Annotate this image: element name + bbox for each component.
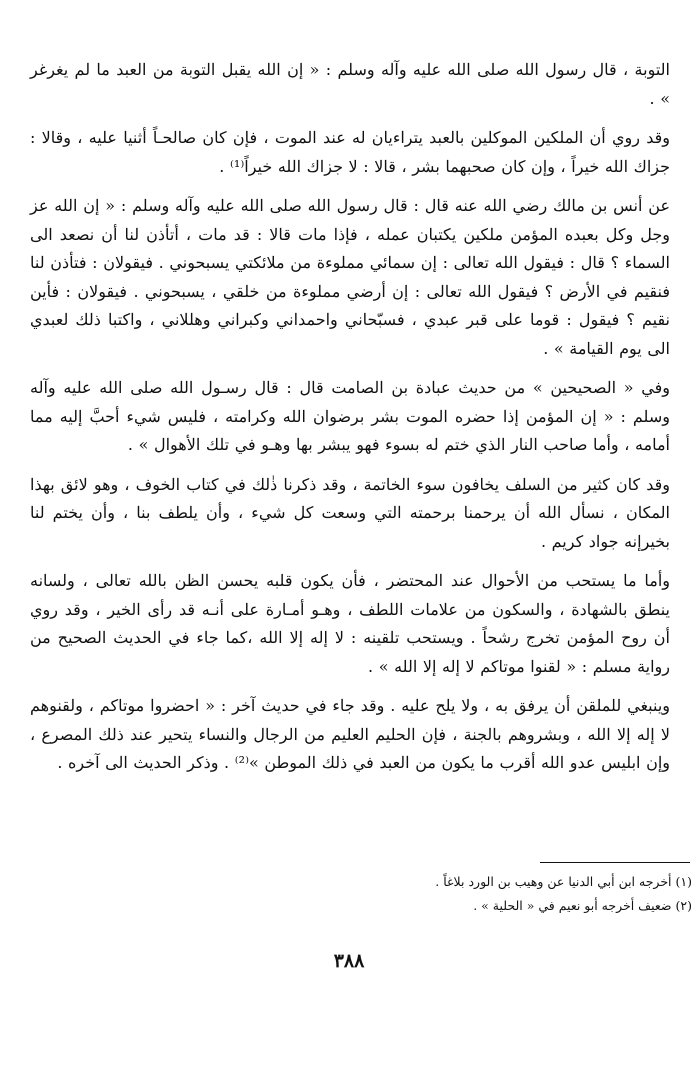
footnote-1: (١) أخرجه ابن أبي الدنيا عن وهيب بن الورد بلاغاً . (435, 874, 692, 889)
paragraph-4: وفي « الصحيحين » من حديث عبادة بن الصامت قال : قال رسـول الله صلى الله عليه وآله وسلم : « إن المؤمن إذا حضره الموت بشر برضوان الله وكرامته ، فليس شيء أحبَّ إليه مما أمامه ، وأما صاحب النار الذي ختم له بسوء فهو يبشر بها وهـو في تلك الأهوال » . (30, 378, 670, 454)
paragraph-2: وقد روي أن الملكين الموكلين بالعبد يتراءيان له عند الموت ، فإن كان صالحـاً أثنيا عليه ، وقالا : جزاك الله خيراً ، وإن كان صحبهما بشر ، قالا : لا جزاك الله خيراً⁽¹⁾ . (30, 128, 670, 176)
page-body (30, 56, 670, 1082)
paragraph-6: وأما ما يستحب من الأحوال عند المحتضر ، فأن يكون قلبه يحسن الظن بالله تعالى ، ولسانه ينطق بالشهادة ، والسكون من علامات اللطف ، وهـو أمـارة على أنـه قد رأى الخير ، وقد روي أن روح المؤمن تخرج رشحاً . ويستحب تلقينه : لا إله إلا الله ،كما جاء في الحديث الصحيح من رواية مسلم : « لقنوا موتاكم لا إله إلا الله » . (30, 571, 670, 676)
footnote-divider (540, 862, 690, 863)
paragraph-5: وقد كان كثير من السلف يخافون سوء الخاتمة ، وقد ذكرنا ذٰلك في كتاب الخوف ، وهو لائق بهذا المكان ، نسأل الله أن يرحمنا برحمته التي وسعت كل شيء ، وأن يلطف بنا ، وأن يختم لنا بخيرإنه جواد كريم . (30, 474, 670, 551)
footnote-2: (٢) ضعيف أخرجه أبو نعيم في « الحلية » . (473, 898, 692, 913)
paragraph-1: التوبة ، قال رسول الله صلى الله عليه وآله وسلم : « إن الله يقبل التوبة من العبد ما لم يغرغر » . (30, 60, 671, 108)
paragraph-3: عن أنس بن مالك رضي الله عنه قال : قال رسول الله صلى الله عليه وآله وسلم : « إن الله عز وجل وكل بعبده المؤمن ملكين يكتبان عمله ، فإذا مات قالا : قد مات ، أتأذن لنا أن نصعد الى السماء ؟ قال : فيقول الله تعالى : إن سمائي مملوءة من ملائكتي يسبحوني . فيقولان : فتأذن لنا فنقيم في الأرض ؟ فيقول الله تعالى : إن أرضي مملوءة من خلقي ، يسبحوني . فيقولان : فأين نقيم ؟ فيقول : قوما على قبر عبدي ، فسبّحاني واحمداني وكبراني وهللاني ، واكتبا ذلك لعبدي الى يوم القيامة » . (30, 196, 671, 358)
footnotes (40, 870, 692, 918)
paragraph-7: وينبغي للملقن أن يرفق به ، ولا يلح عليه . وقد جاء في حديث آخر : « احضروا موتاكم ، ولقنوهم لا إله إلا الله ، وبشروهم بالجنة ، فإن الحليم العليم من الرجال والنساء يتحير عند ذلك المصرع ، وإن ابليس عدو الله أقرب ما يكون من العبد في ذلك الموطن »⁽²⁾ . وذكر الحديث الى آخره . (30, 696, 671, 772)
page-number: ٣٨٨ (333, 950, 365, 972)
